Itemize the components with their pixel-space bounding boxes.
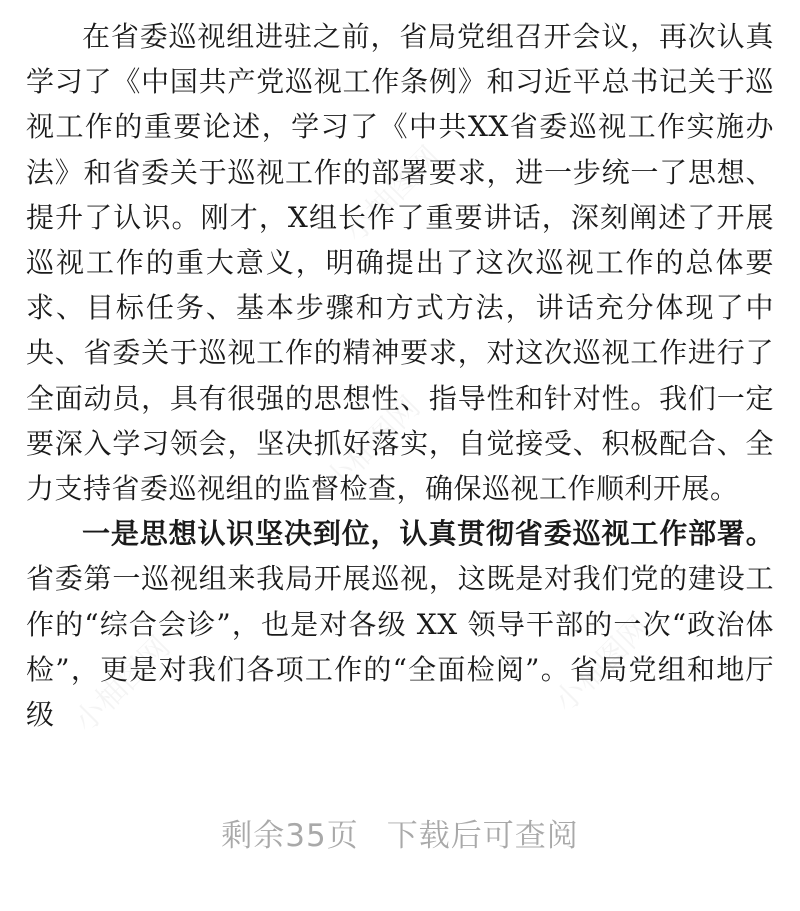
paragraph-intro bbox=[26, 14, 774, 511]
paragraph-point-one bbox=[26, 511, 774, 737]
paragraph-text: 在省委巡视组进驻之前，省局党组召开会议，再次认真学习了《中国共产党巡视工作条例》和习近平总书记关于巡视工作的重要论述，学习了《中共XX省委巡视工作实施办法》和省委关于巡视工作的部署要求，进一步统一了思想、提升了认识。刚才，X组长作了重要讲话，深刻阐述了开展巡视工作的重大意义，明确提出了这次巡视工作的总体要求、目标任务、基本步骤和方式方法，讲话充分体现了中央、省委关于巡视工作的精神要求，对这次巡视工作进行了全面动员，具有很强的思想性、指导性和针对性。我们一定要深入学习领会，坚决抓好落实，自觉接受、积极配合、全力支持省委巡视组的监督检查，确保巡视工作顺利开展。 bbox=[26, 20, 774, 506]
remaining-pages-label[interactable]: 剩余35页 bbox=[221, 818, 359, 854]
paragraph-text: 省委第一巡视组来我局开展巡视，这既是对我们党的建设工作的“综合会诊”，也是对各级 XX 领导干部的一次“政治体检”，更是对我们各项工作的“全面检阅”。省局党组和地厅级 bbox=[26, 562, 774, 732]
preview-footer[interactable] bbox=[0, 810, 800, 855]
paragraph-bold-lead: 一是思想认识坚决到位，认真贯彻省委巡视工作部署。 bbox=[82, 517, 774, 551]
download-hint-label[interactable]: 下载后可查阅 bbox=[386, 818, 579, 854]
document-body bbox=[26, 14, 774, 737]
